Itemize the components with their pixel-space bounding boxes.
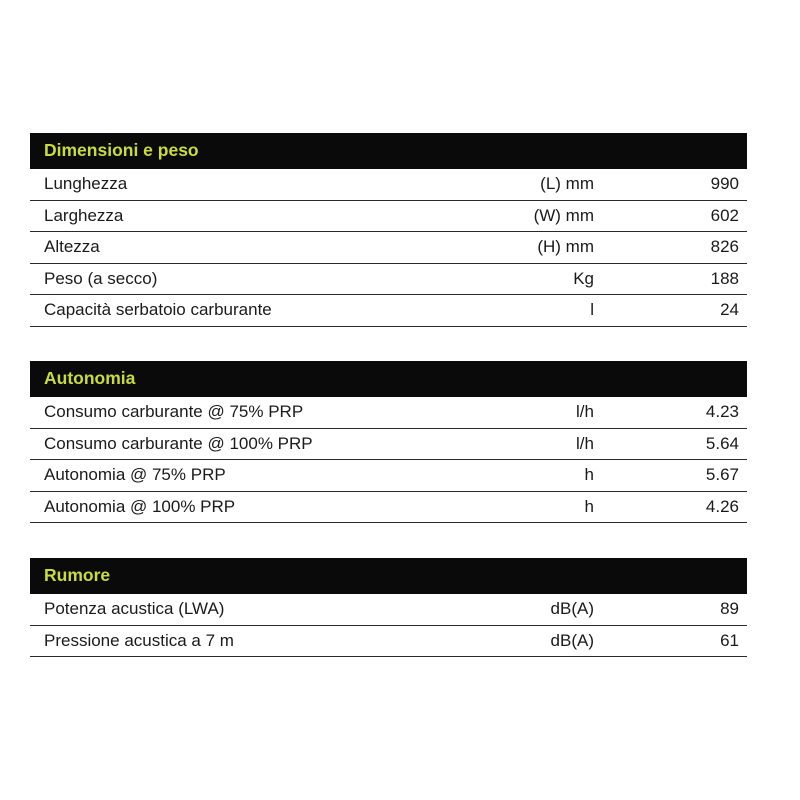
table-row — [30, 460, 747, 492]
row-label: Autonomia @ 75% PRP — [44, 465, 226, 485]
row-value: 4.26 — [705, 496, 739, 516]
row-unit: l — [590, 300, 594, 320]
row-value: 5.67 — [705, 465, 739, 485]
section-title: Dimensioni e peso — [44, 139, 199, 160]
row-value: 990 — [710, 174, 739, 194]
row-unit: (W) mm — [533, 205, 594, 225]
table-row — [30, 264, 747, 296]
row-unit: h — [584, 465, 594, 485]
table-row — [30, 232, 747, 264]
section-header — [30, 133, 747, 169]
section-noise — [30, 558, 747, 657]
row-label: Consumo carburante @ 75% PRP — [44, 402, 304, 422]
table-row — [30, 626, 747, 658]
row-unit: h — [584, 496, 594, 516]
table-row — [30, 397, 747, 429]
row-label: Pressione acustica a 7 m — [44, 630, 234, 650]
section-title: Autonomia — [44, 367, 136, 388]
row-label: Larghezza — [44, 205, 124, 225]
row-label: Peso (a secco) — [44, 268, 158, 288]
row-unit: dB(A) — [550, 630, 594, 650]
table-row — [30, 594, 747, 626]
row-label: Potenza acustica (LWA) — [44, 599, 225, 619]
row-unit: l/h — [576, 433, 594, 453]
row-value: 89 — [720, 599, 739, 619]
row-unit: l/h — [576, 402, 594, 422]
row-value: 602 — [710, 205, 739, 225]
section-header — [30, 558, 747, 594]
row-unit: Kg — [573, 268, 594, 288]
table-row — [30, 492, 747, 524]
table-row — [30, 429, 747, 461]
row-label: Capacità serbatoio carburante — [44, 300, 272, 320]
row-label: Lunghezza — [44, 174, 128, 194]
row-unit: (L) mm — [540, 174, 594, 194]
section-header — [30, 361, 747, 397]
row-value: 4.23 — [705, 402, 739, 422]
section-autonomy — [30, 361, 747, 523]
row-label: Consumo carburante @ 100% PRP — [44, 433, 313, 453]
table-row — [30, 295, 747, 327]
row-label: Altezza — [44, 237, 100, 257]
row-value: 5.64 — [705, 433, 739, 453]
row-value: 826 — [710, 237, 739, 257]
table-row — [30, 201, 747, 233]
section-dimensions-weight — [30, 133, 747, 327]
row-value: 24 — [720, 300, 739, 320]
table-row — [30, 169, 747, 201]
row-label: Autonomia @ 100% PRP — [44, 496, 236, 516]
row-value: 188 — [710, 268, 739, 288]
row-unit: dB(A) — [550, 599, 594, 619]
section-title: Rumore — [44, 564, 111, 585]
row-value: 61 — [720, 630, 739, 650]
row-unit: (H) mm — [537, 237, 594, 257]
